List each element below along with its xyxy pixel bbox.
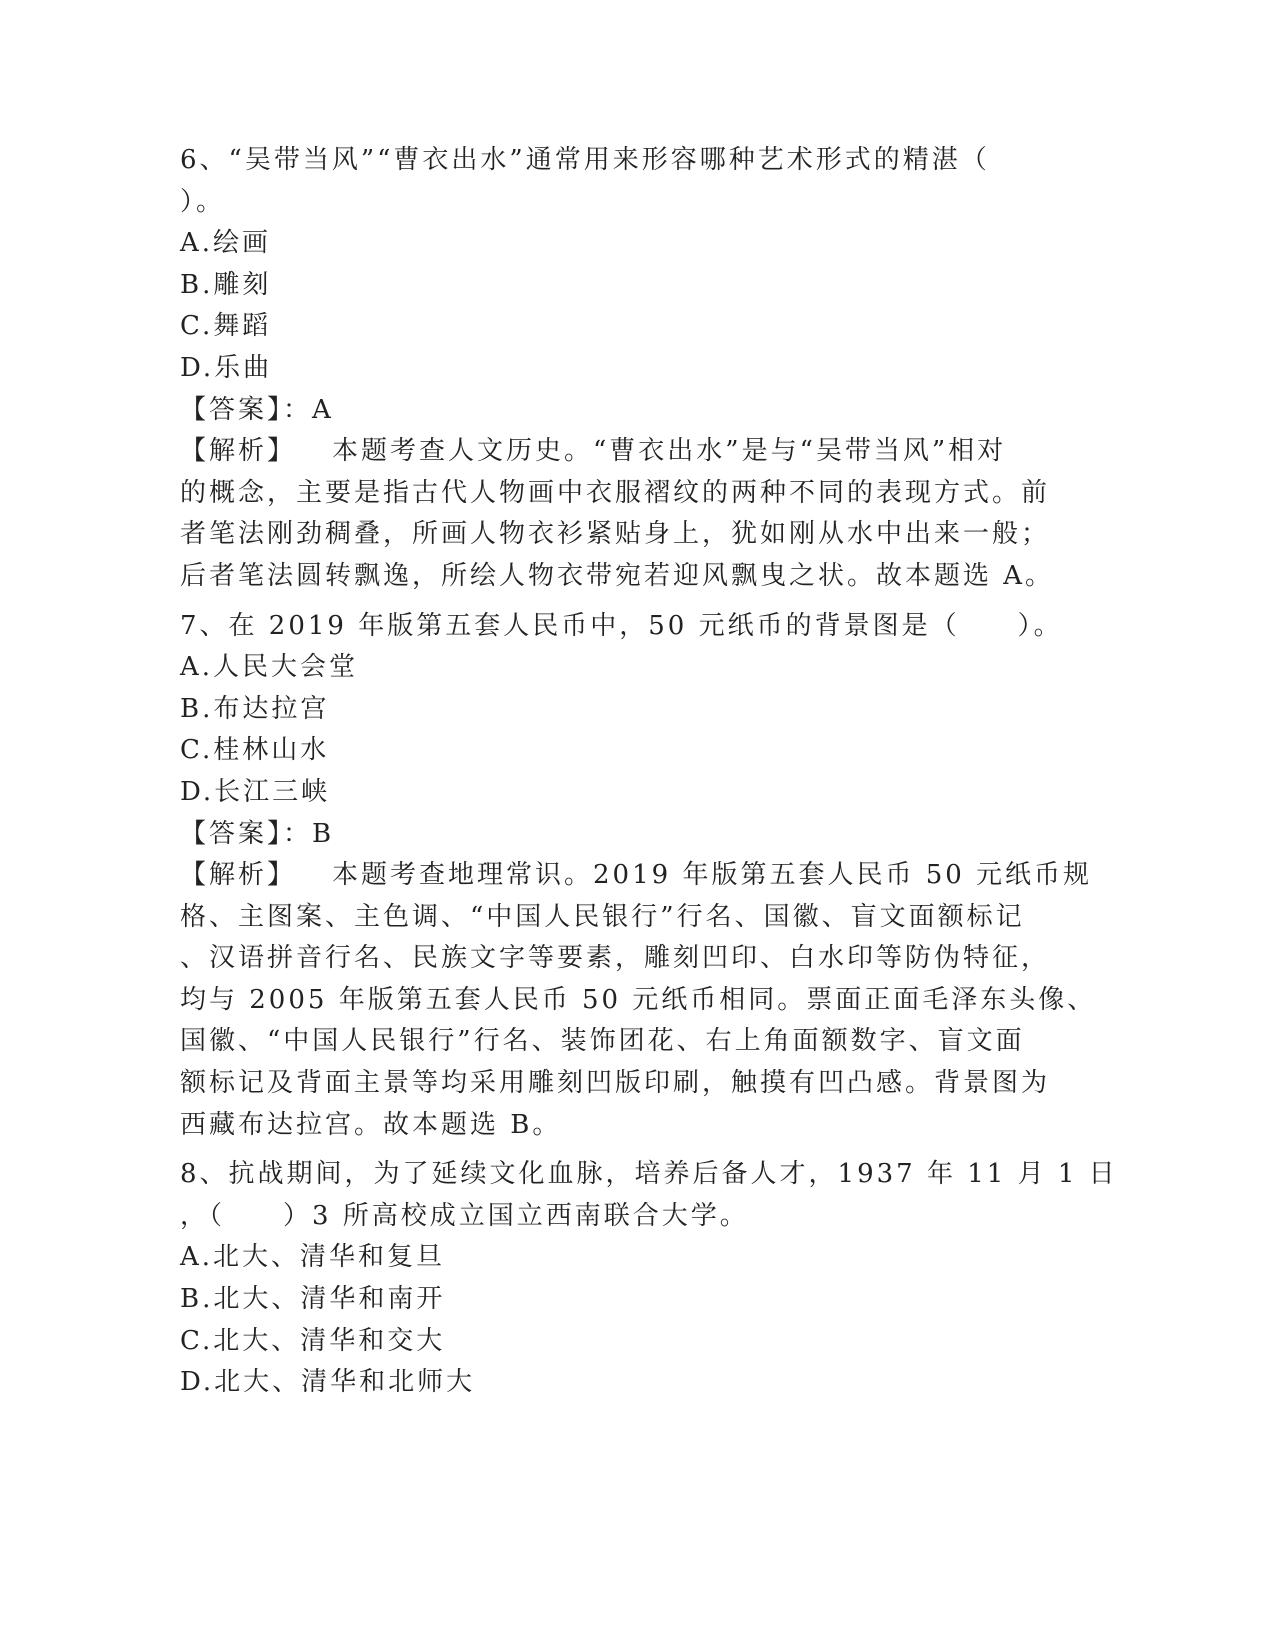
question-stem-line: 7、在 2019 年版第五套人民币中，50 元纸币的背景图是（ ）。 bbox=[180, 610, 1063, 641]
analysis-first-line bbox=[180, 855, 1093, 897]
question-8 bbox=[180, 1154, 1118, 1404]
analysis-line: 格、主图案、主色调、“中国人民银行”行名、国徽、盲文面额标记 bbox=[180, 901, 1025, 932]
analysis-label: 【解析】 bbox=[180, 860, 297, 891]
option-c: C.北大、清华和交大 bbox=[180, 1325, 446, 1356]
option-a: A.人民大会堂 bbox=[180, 652, 359, 683]
option-a: A.绘画 bbox=[180, 228, 272, 259]
option-d: D.长江三峡 bbox=[180, 776, 331, 807]
option-c: C.舞蹈 bbox=[180, 311, 272, 342]
analysis-text: 本题考查人文历史。“曹衣出水”是与“吴带当风”相对 bbox=[332, 436, 1007, 467]
question-stem-line: 6、“吴带当风”“曹衣出水”通常用来形容哪种艺术形式的精湛（ bbox=[180, 145, 990, 175]
analysis-line: 均与 2005 年版第五套人民币 50 元纸币相同。票面正面毛泽东头像、 bbox=[180, 984, 1097, 1015]
question-6 bbox=[180, 140, 1060, 598]
analysis-line: 者笔法刚劲稠叠，所画人物衣衫紧贴身上，犹如刚从水中出来一般； bbox=[180, 519, 1051, 550]
option-b: B.北大、清华和南开 bbox=[180, 1284, 446, 1315]
question-stem-line: ）。 bbox=[180, 186, 226, 217]
question-7 bbox=[180, 606, 1097, 1147]
question-stem-line: ，（ ）3 所高校成立国立西南联合大学。 bbox=[180, 1200, 749, 1231]
option-d: D.北大、清华和北师大 bbox=[180, 1367, 476, 1398]
analysis-text: 本题考查地理常识。2019 年版第五套人民币 50 元纸币规 bbox=[332, 860, 1093, 891]
analysis-line: 的概念，主要是指古代人物画中衣服褶纹的两种不同的表现方式。前 bbox=[180, 477, 1051, 508]
analysis-line: 西藏布达拉宫。故本题选 B。 bbox=[180, 1109, 562, 1140]
question-stem-line: 8、抗战期间，为了延续文化血脉，培养后备人才，1937 年 11 月 1 日 bbox=[180, 1159, 1118, 1190]
answer-line: 【答案】：A bbox=[180, 394, 334, 425]
answer-line: 【答案】：B bbox=[180, 818, 335, 849]
option-d: D.乐曲 bbox=[180, 352, 273, 383]
analysis-label: 【解析】 bbox=[180, 436, 297, 467]
exam-page bbox=[180, 140, 1118, 1404]
analysis-line: 额标记及背面主景等均采用雕刻凹版印刷，触摸有凹凸感。背景图为 bbox=[180, 1068, 1051, 1099]
option-c: C.桂林山水 bbox=[180, 735, 330, 766]
analysis-line: 后者笔法圆转飘逸，所绘人物衣带宛若迎风飘曳之状。故本题选 A。 bbox=[180, 560, 1055, 591]
option-b: B.雕刻 bbox=[180, 269, 272, 300]
option-b: B.布达拉宫 bbox=[180, 693, 330, 724]
analysis-first-line bbox=[180, 431, 1060, 473]
analysis-line: 国徽、“中国人民银行”行名、装饰团花、右上角面额数字、盲文面 bbox=[180, 1026, 1025, 1057]
option-a: A.北大、清华和复旦 bbox=[180, 1242, 446, 1273]
analysis-line: 、汉语拼音行名、民族文字等要素，雕刻凹印、白水印等防伪特征， bbox=[180, 943, 1051, 974]
